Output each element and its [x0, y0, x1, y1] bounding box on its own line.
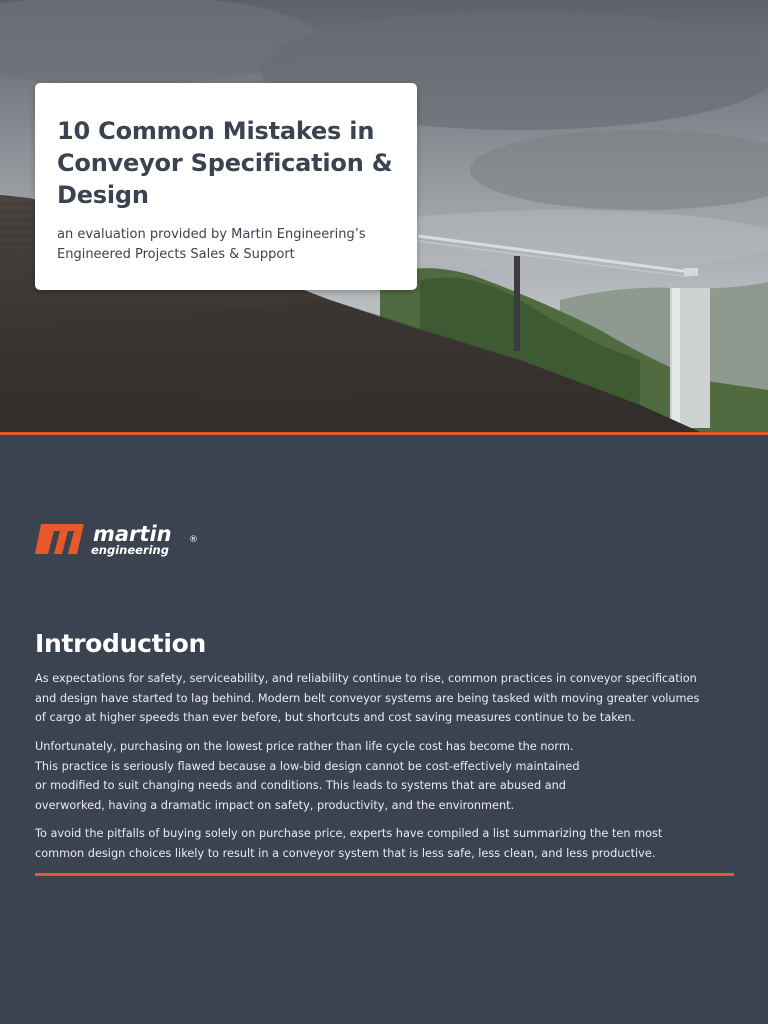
intro-paragraph: Unfortunately, purchasing on the lowest price rather than life cycle cost has become the norm. This practice is seriously flawed because a low-bid design cannot be cost-effectively maintained or modified to suit changing needs and conditions. This leads to systems that are abused and overworked, having a dramatic impact on safety, productivity, and the environment. — [35, 740, 580, 812]
logo-subtext: engineering — [91, 543, 169, 557]
intro-paragraph: As expectations for safety, serviceability, and reliability continue to rise, common practices in conveyor specification and design have started to lag behind. Modern belt conveyor systems are being tasked with moving greater volumes of cargo at higher speeds than ever before, but shortcuts and cost saving measures continue to be taken. — [35, 672, 700, 725]
title-card — [35, 83, 417, 290]
section-divider — [35, 873, 734, 876]
intro-paragraph: To avoid the pitfalls of buying solely on purchase price, experts have compiled a list summarizing the ten most common design choices likely to result in a conveyor system that is less safe, less clean, and less productive. — [35, 827, 663, 860]
martin-engineering-logo — [35, 521, 205, 561]
introduction-heading: Introduction — [35, 629, 206, 658]
document-subtitle: an evaluation provided by Martin Engineering’s Engineered Projects Sales & Support — [57, 227, 366, 262]
logo-wordmark: martin — [93, 522, 172, 546]
document-title: 10 Common Mistakes in Conveyor Specification & Design — [57, 117, 393, 209]
martin-m-logo-icon — [35, 524, 84, 554]
registered-mark: ® — [189, 535, 198, 545]
